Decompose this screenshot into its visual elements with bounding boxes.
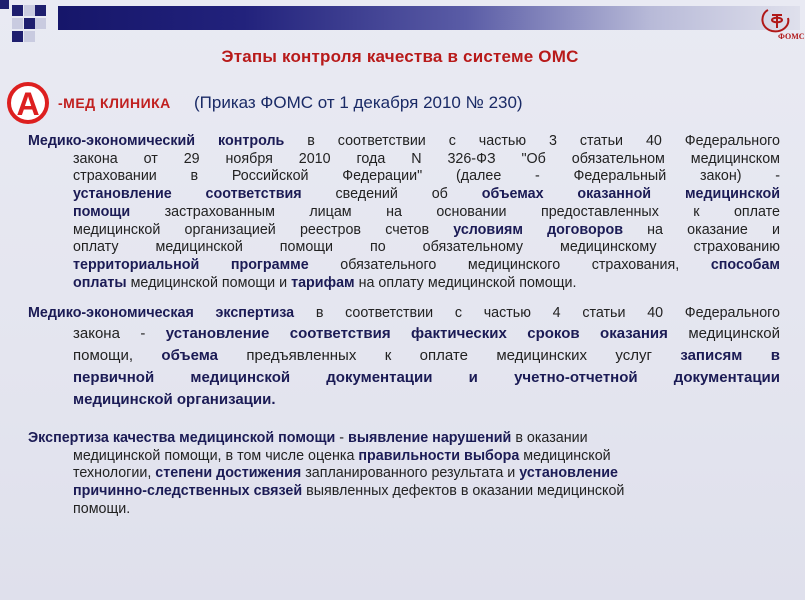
decor-square	[24, 31, 35, 42]
text-line	[28, 305, 780, 323]
text-run: закона от 29 ноября 2010 года N 326-ФЗ "Об обязательном медицинском	[73, 150, 780, 167]
clinic-label: -МЕД КЛИНИКА	[58, 95, 171, 111]
text-run: сведений об	[301, 186, 482, 203]
paragraph-quality-expertise	[28, 430, 780, 519]
bold-run: условиям договоров	[453, 221, 623, 238]
text-run: помощи.	[73, 500, 131, 517]
text-line	[28, 151, 780, 169]
text-run: предъявленных к оплате медицинских услуг	[217, 346, 681, 364]
bold-run: установление	[519, 465, 618, 482]
text-run: оплату медицинской помощи по обязательному медицинскому страхованию	[73, 239, 780, 256]
page-title: Этапы контроля качества в системе ОМС	[221, 47, 579, 66]
letter-badge	[7, 82, 49, 124]
text-line	[28, 430, 780, 448]
bold-run: оплаты	[73, 274, 127, 291]
text-line	[28, 448, 780, 466]
top-decoration	[0, 0, 800, 46]
bold-run: помощи	[73, 203, 131, 220]
order-reference: (Приказ ФОМС от 1 декабря 2010 № 230)	[194, 93, 523, 112]
text-line	[28, 204, 780, 222]
text-line	[28, 345, 780, 367]
text-line	[28, 367, 780, 389]
bold-run: установление соответствия	[73, 186, 302, 203]
text-run: запланированного результата и	[301, 465, 520, 482]
text-line	[28, 275, 780, 293]
bold-run: тарифам	[291, 274, 355, 291]
decor-square	[35, 5, 46, 16]
text-run: в соответствии с частью 4 статьи 40 Федерального	[294, 305, 780, 321]
paragraph-med-econ-control	[28, 133, 780, 292]
bold-run: установление соответствия фактических сроков оказания	[165, 324, 668, 342]
text-run: в оказании	[511, 430, 588, 446]
bold-run: правильности выбора	[358, 447, 520, 464]
bold-run: способам	[710, 256, 780, 273]
bold-run: объемах оказанной медицинской	[481, 186, 780, 203]
decor-square	[0, 0, 9, 9]
text-run: технологии,	[73, 465, 156, 482]
bold-run: объема	[161, 346, 218, 364]
term-heading: Медико-экономическая экспертиза	[28, 305, 295, 321]
text-line	[28, 222, 780, 240]
term-heading: Экспертиза качества медицинской помощи	[28, 430, 336, 446]
bold-run: выявление нарушений	[348, 430, 512, 446]
bold-run: территориальной программе	[73, 256, 309, 273]
decor-square	[12, 18, 23, 29]
text-run: медицинской	[667, 324, 780, 342]
text-run: -	[335, 430, 349, 446]
decor-square	[12, 31, 23, 42]
logo-text: ФОМС	[778, 32, 805, 41]
bold-run: медицинской организации.	[73, 390, 276, 408]
decor-square	[24, 18, 35, 29]
text-run: на оказание и	[622, 221, 780, 238]
bold-run: записям в	[680, 346, 780, 364]
term-heading: Медико-экономический контроль	[28, 133, 285, 149]
paragraph-med-econ-expertise	[28, 305, 780, 411]
decor-square	[35, 18, 46, 29]
text-line	[28, 133, 780, 151]
text-line	[28, 389, 780, 411]
text-run: обязательного медицинского страхования,	[308, 256, 711, 273]
text-line	[28, 239, 780, 257]
bold-run: причинно-следственных связей	[73, 483, 303, 500]
bold-run: степени достижения	[155, 465, 302, 482]
text-run: закона -	[73, 324, 166, 342]
text-run: страховании в Российской Федерации" (далее - Федеральный закон) -	[73, 168, 780, 185]
text-line	[28, 323, 780, 345]
text-line	[28, 186, 780, 204]
text-run: на оплату медицинской помощи.	[354, 274, 577, 291]
text-line	[28, 168, 780, 186]
text-line	[28, 483, 780, 501]
text-run: выявленных дефектов в оказании медицинской	[302, 483, 625, 500]
text-run: медицинской	[519, 447, 611, 464]
text-line	[28, 257, 780, 275]
text-run: медицинской помощи и	[126, 274, 292, 291]
text-line	[28, 501, 780, 519]
decor-square	[12, 5, 23, 16]
text-line	[28, 465, 780, 483]
header-bar	[58, 6, 800, 30]
badge-letter: А	[16, 86, 40, 122]
text-run: в соответствии с частью 3 статьи 40 Федерального	[284, 133, 780, 149]
bold-run: первичной медицинской документации и учетно-отчетной документации	[73, 368, 780, 386]
text-run: медицинской помощи, в том числе оценка	[73, 447, 359, 464]
text-run: застрахованным лицам на основании предоставленных к оплате	[130, 203, 780, 220]
decor-square	[24, 5, 35, 16]
text-run: медицинской организацией реестров счетов	[73, 221, 454, 238]
text-run: помощи,	[73, 346, 162, 364]
